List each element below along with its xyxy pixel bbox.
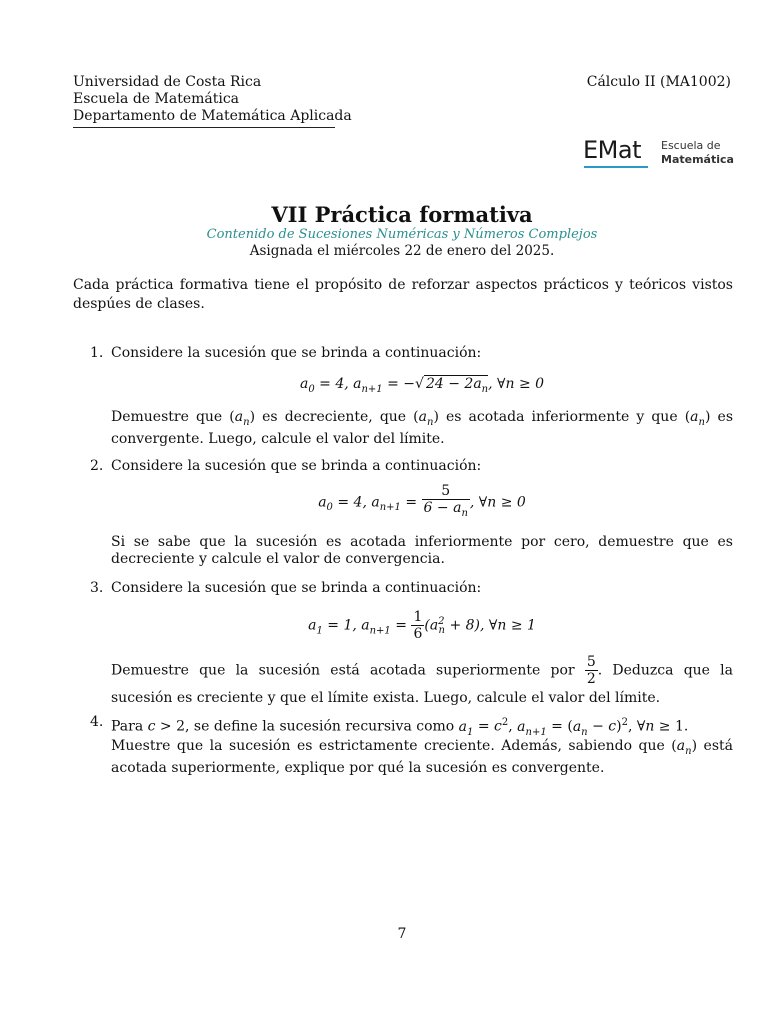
exercise-text-part-1: Demuestre que la sucesión está acotada superiormente por: [111, 662, 575, 679]
exercise-lead: Considere la sucesión que se brinda a continuación:: [111, 458, 482, 474]
page-number: 7: [397, 926, 407, 942]
logo-brand: EMat: [583, 136, 641, 164]
exercise-1: [73, 345, 733, 445]
exercise-text: Muestre que la sucesión es estrictamente creciente. Además, sabiendo que $(a_n)$ está acotada superiormente, explique por qué la sucesión es convergente.: [111, 738, 733, 776]
exercise-number: 1.: [90, 345, 104, 361]
exercise-equation: $a_0 = 4$, $a_{n+1}$ = $\frac{5}{6 - a_n}$ , ∀n ≥ 0: [111, 483, 733, 522]
intro-paragraph: Cada práctica formativa tiene el propósito de reforzar aspectos prácticos y teóricos vistos despúes de clases.: [73, 277, 733, 312]
logo-underline: [584, 166, 648, 168]
exercise-text-part-2: . Deduzca que la sucesión es creciente y que el límite exista. Luego, calcule el valor del límite.: [111, 662, 734, 706]
exercise-lead: Considere la sucesión que se brinda a continuación:: [111, 345, 482, 361]
title-block: [0, 203, 768, 260]
exercise-number: 3.: [90, 580, 104, 596]
logo-subtitle: [661, 139, 734, 167]
exercise-text: [111, 654, 733, 709]
logo-line-1: Escuela de: [661, 139, 721, 152]
assigned-date: Asignada el miércoles 22 de enero del 2025.: [249, 243, 555, 259]
department-name: Departamento de Matemática Aplicada: [73, 108, 352, 124]
course-name: Cálculo II (MA1002): [586, 74, 731, 90]
exercise-text: Si se sabe que la sucesión es acotada inferiormente por cero, demuestre que es decreciente y calcule el valor de convergencia.: [111, 534, 733, 567]
lead-part-1: Para: [111, 718, 144, 735]
exercise-text: Demuestre que $(a_n)$ es decreciente, que $(a_n)$ es acotada inferiormente y que $(a_n)$ es convergente. Luego, calcule el valor del límite.: [111, 409, 733, 447]
exercise-lead: Para c > 2, se define la sucesión recursiva como $a_1 = c^2$, $a_{n+1} = (a_n - c)^2$, ∀n ≥ 1.: [111, 717, 689, 738]
school-name: Escuela de Matemática: [73, 91, 240, 107]
exercise-equation: $a_0 = 4$, $a_{n+1}$ = −√ $24 - 2a_n$, ∀n ≥ 0: [299, 376, 545, 395]
page-title: VII Práctica formativa: [271, 202, 533, 227]
header-divider: [73, 127, 335, 128]
exercise-4: [73, 714, 733, 774]
header-institution-block: [73, 74, 352, 125]
exercise-3: [73, 580, 733, 705]
emat-logo: [583, 136, 733, 170]
exercise-number: 2.: [90, 458, 104, 474]
exercise-equation: $a_1 = 1$, $a_{n+1}$ = $\frac{1}{6}$ $(a^2_n + 8)$, ∀n ≥ 1: [308, 609, 536, 642]
exercise-number: 4.: [90, 714, 104, 730]
lead-part-2: , se define la sucesión recursiva como: [185, 718, 455, 735]
exercise-lead: Considere la sucesión que se brinda a continuación:: [111, 580, 482, 596]
upper-bound-fraction: $\frac{5}{2}$: [586, 654, 596, 687]
university-name: Universidad de Costa Rica: [73, 74, 262, 90]
logo-line-2: Matemática: [661, 153, 734, 166]
page-subtitle: Contenido de Sucesiones Numéricas y Números Complejos: [206, 227, 598, 242]
exercise-2: [73, 458, 733, 568]
